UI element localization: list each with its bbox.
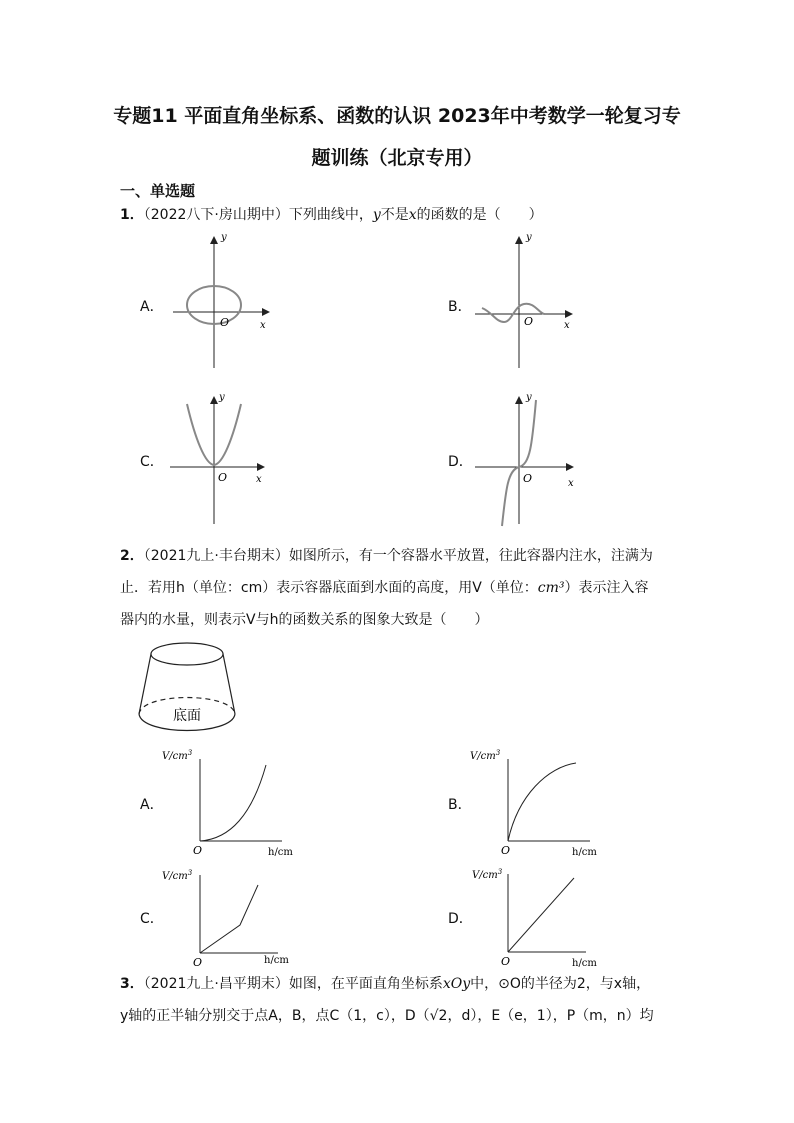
axis-label-v: V/cm [472,870,498,881]
axis-label-h: h/cm [268,847,293,858]
axis-label-v: V/cm [162,751,188,762]
axis-label-h: h/cm [264,955,289,966]
axis-label-v-exponent: 3 [187,749,193,757]
axis-label-x: x [564,320,570,331]
question-2-stem-c: ）表示注入容 [564,580,649,596]
svg-text:V/cm3 [472,868,503,881]
question-2-stem-a: 如图所示，有一个容器水平放置，往此容器内注水，注满为 [288,548,653,564]
svg-text:V/cm3 [470,749,501,762]
origin-label: O [220,316,230,329]
axis-label-y: y [526,392,532,403]
question-2-unit: cm³ [537,580,565,596]
question-3-line2: y轴的正半轴分别交于点A，B，点C（1，c），D（√2，d），E（e，1），P（m，n）均 [120,1008,654,1024]
question-2-text [120,540,680,636]
question-3-var-xoy: xOy [442,976,471,992]
axis-label-x: x [256,474,262,485]
question-1-number: 1． [120,207,144,223]
origin-label: O [218,471,228,484]
origin-label: O [193,956,203,969]
question-3-stem-b: 中，⊙O的半径为2，与x轴， [470,976,651,992]
q1-graph-a [165,228,275,373]
axis-label-y: y [526,232,532,243]
question-2-source: （2021九上·丰台期末） [143,548,289,564]
q2-option-c-label: C． [140,911,164,927]
origin-label: O [193,844,203,857]
q1-graph-b [472,228,582,373]
question-1-var-x: x [408,207,417,223]
origin-label: O [523,472,533,485]
q1-option-c-label: C． [140,454,164,470]
q2-option-d-label: D． [448,911,473,927]
axis-label-x: x [260,320,266,331]
axis-label-v-exponent: 3 [187,869,193,877]
question-2-number: 2． [120,548,144,564]
axis-label-h: h/cm [572,847,597,858]
container-base-label: 底面 [173,708,201,724]
question-1-source: （2022八下·房山期中） [143,207,289,223]
axis-label-y: y [219,392,225,403]
page-title-line1: 专题11 平面直角坐标系、函数的认识 2023年中考数学一轮复习专 [113,105,681,127]
question-1-stem-c: 的函数的是（ ） [416,207,543,223]
q2-option-a-label: A． [140,797,164,813]
question-1-stem-b: 不是 [380,207,409,223]
q1-graph-c [165,388,275,528]
page-title-line2: 题训练（北京专用） [311,147,483,169]
question-1-var-y: y [372,207,381,223]
question-3-text [120,968,690,1032]
question-3-stem-a: 如图，在平面直角坐标系 [288,976,443,992]
question-1-text [120,199,680,231]
q1-graph-d [472,388,582,528]
axis-label-v: V/cm [470,751,496,762]
origin-label: O [524,315,534,328]
origin-label: O [501,844,511,857]
axis-label-v: V/cm [162,871,188,882]
q2-option-b-label: B． [448,797,472,813]
q2-graph-d [468,862,608,970]
container-figure [134,640,240,736]
q2-graph-c [160,865,300,970]
origin-label: O [501,955,511,968]
question-2-line1 [120,540,680,572]
axis-label-x: x [568,478,574,489]
axis-label-v-exponent: 3 [497,868,503,876]
q1-option-a-label: A． [140,299,164,315]
axis-label-h: h/cm [572,958,597,969]
q2-graph-b [468,745,608,860]
q1-option-d-label: D． [448,454,473,470]
svg-text:V/cm3 [162,749,193,762]
svg-text:V/cm3 [162,869,193,882]
question-2-line3: 器内的水量，则表示V与h的函数关系的图象大致是（ ） [120,612,489,628]
q1-option-b-label: B． [448,299,472,315]
section-heading: 一、单选题 [120,182,196,200]
question-2-line2 [120,572,680,604]
question-3-source: （2021九上·昌平期末） [143,976,289,992]
question-2-stem-b: 止．若用h（单位：cm）表示容器底面到水面的高度，用V（单位： [120,580,538,596]
q2-graph-a [160,745,300,860]
question-3-number: 3． [120,976,144,992]
question-1-stem-a: 下列曲线中， [288,207,373,223]
axis-label-y: y [221,232,227,243]
axis-label-v-exponent: 3 [495,749,501,757]
question-3-line1 [120,968,690,1000]
